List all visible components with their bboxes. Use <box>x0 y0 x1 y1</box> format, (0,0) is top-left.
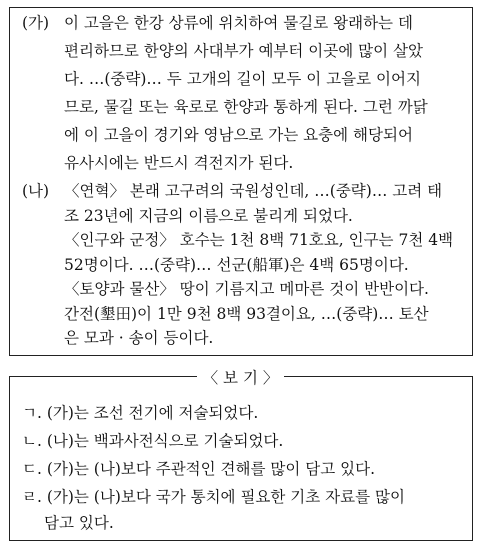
passage-na-line: 52명이다. …(중략)… 선군(船軍)은 4백 65명이다. <box>64 255 409 274</box>
bogi-title-text: 〈 보 기 〉 <box>197 366 285 388</box>
passage-ga-line: 편리하므로 한양의 사대부가 예부터 이곳에 많이 살았 <box>64 42 423 60</box>
passage-na-line: 〈토양과 물산〉 땅이 기름지고 메마른 것이 반반이다. <box>64 280 429 298</box>
passage-na-line: 〈인구와 군정〉 호수는 1천 8백 71호요, 인구는 7천 4백 <box>64 231 454 249</box>
bogi-item: ㄹ. (가)는 (나)보다 국가 통치에 필요한 기초 자료를 많이 <box>22 488 405 506</box>
passage-ga-marker: (가) <box>22 14 50 32</box>
bogi-item-continuation: 담고 있다. <box>44 514 114 532</box>
passage-ga-line: 에 이 고을이 경기와 영남으로 가는 요충에 해당되어 <box>64 126 413 144</box>
passage-na-line: 은 모과 · 송이 등이다. <box>64 329 214 347</box>
passage-na-marker: (나) <box>22 182 50 200</box>
passage-na-line: 조 23년에 지금의 이름으로 불리게 되었다. <box>64 206 353 225</box>
passage-ga-line: 다. …(중략)… 두 고개의 길이 모두 이 고을로 이어지 <box>64 70 421 88</box>
bogi-title <box>0 369 481 397</box>
bogi-item: ㄱ. (가)는 조선 전기에 저술되었다. <box>22 404 259 422</box>
passage-ga-line: 이 고을은 한강 상류에 위치하여 물길로 왕래하는 데 <box>64 14 413 32</box>
passage-na-line: 〈연혁〉 본래 고구려의 국원성인데, …(중략)… 고려 태 <box>64 182 443 200</box>
bogi-item: ㄴ. (나)는 백과사전식으로 기술되었다. <box>22 432 284 450</box>
passage-ga-line: 므로, 물길 또는 육로로 한양과 통하게 된다. 그런 까닭 <box>64 98 428 116</box>
bogi-item: ㄷ. (가)는 (나)보다 주관적인 견해를 많이 담고 있다. <box>22 460 376 478</box>
passage-ga-line: 유사시에는 반드시 격전지가 된다. <box>64 154 294 172</box>
passage-na-line: 간전(墾田)이 1만 9천 8백 93결이요, …(중략)… 토산 <box>64 304 429 323</box>
